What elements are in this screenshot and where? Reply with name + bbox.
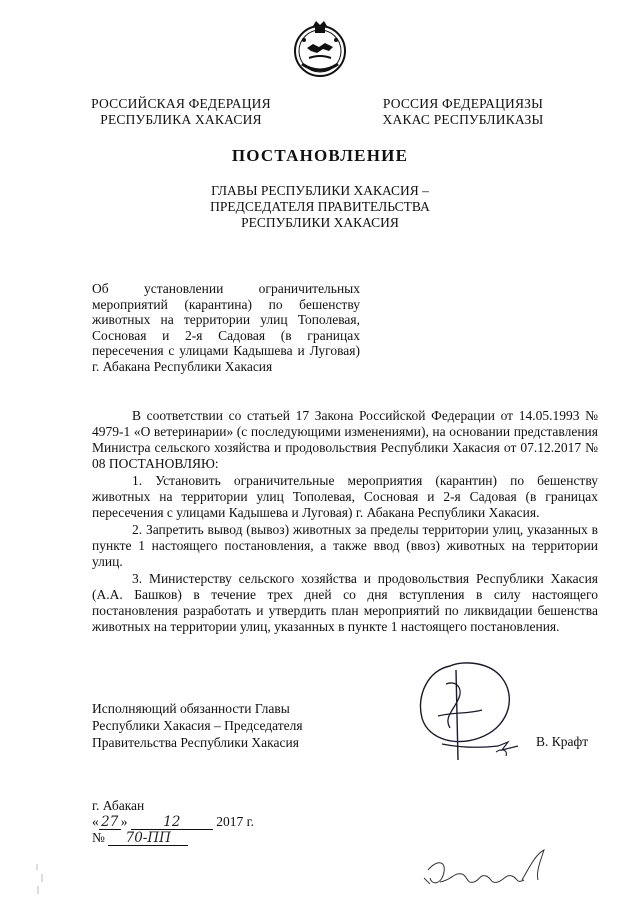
document-subtitle <box>150 183 490 231</box>
subtitle-line-3: РЕСПУБЛИКИ ХАКАСИЯ <box>241 215 399 230</box>
date-close-quote: » <box>120 814 128 829</box>
signatory-title-line-3: Правительства Республики Хакасия <box>92 735 299 750</box>
scan-artifact-marks <box>34 862 48 896</box>
subtitle-line-2: ПРЕДСЕДАТЕЛЯ ПРАВИТЕЛЬСТВА <box>210 199 430 214</box>
signatory-title-line-1: Исполняющий обязанности Главы <box>92 701 290 716</box>
footer-city: г. Абакан <box>92 798 145 813</box>
date-year: 2017 г. <box>216 814 255 829</box>
signatory-title-line-2: Республики Хакасия – Председателя <box>92 718 303 733</box>
document-topic: Об установлении ограничительных мероприятий (карантина) по бешенству животных на территории улиц Тополевая, Сосновая и 2-я Садовая (в границах пересечения с улицами Кадышева и Луговая) г. Абакана Республики Хакасия <box>92 281 360 374</box>
document-type-title: ПОСТАНОВЛЕНИЕ <box>231 146 409 165</box>
number-prefix: № <box>92 830 105 845</box>
signatory-name: В. Крафт <box>536 734 589 749</box>
header-left-line-1: РОССИЙСКАЯ ФЕДЕРАЦИЯ <box>91 96 271 111</box>
date-open-quote: « <box>92 814 99 829</box>
preamble-paragraph: В соответствии со статьей 17 Закона Российской Федерации от 14.05.1993 № 4979-1 «О ветеринарии» (с последующими изменениями), на основании представления Министра сельского хозяйства и продовольствия Республики Хакасия от 07.12.2017 № 08 ПОСТАНОВЛЯЮ: <box>92 408 598 471</box>
coat-of-arms-emblem <box>289 18 351 80</box>
header-left-line-2: РЕСПУБЛИКА ХАКАСИЯ <box>100 112 262 127</box>
footer-number <box>92 830 254 846</box>
date-day: 27 <box>99 816 121 830</box>
item-paragraph-1: 1. Установить ограничительные мероприятия (карантин) по бешенству животных на территории улиц Тополевая, Сосновая и 2-я Садовая (в границах пересечения с улицами Кадышева и Луговая) г. Абакана Республики Хакасия. <box>92 473 598 520</box>
document-number: 70-ПП <box>108 832 188 846</box>
subtitle-line-1: ГЛАВЫ РЕСПУБЛИКИ ХАКАСИЯ – <box>211 183 429 198</box>
footer-date <box>92 814 254 830</box>
header-right-line-1: РОССИЯ ФЕДЕРАЦИЯЗЫ <box>382 96 544 111</box>
header-left <box>86 96 276 128</box>
document-body <box>92 408 598 636</box>
header-right-line-2: ХАКАС РЕСПУБЛИКАЗЫ <box>382 112 544 127</box>
approval-signature <box>422 846 552 894</box>
item-paragraph-3: 3. Министерству сельского хозяйства и продовольствия Республики Хакасия (А.А. Башков) в течение трех дней со дня вступления в силу настоящего постановления разработать и утвердить план мероприятий по ликвидации бешенства животных на территории улиц, указанных в пункте 1 настоящего постановления. <box>92 571 598 634</box>
document-footer <box>92 798 254 846</box>
item-paragraph-2: 2. Запретить вывод (вывоз) животных за пределы территории улиц, указанных в пункте 1 настоящего постановления, а также ввод (ввоз) животных на территории улиц. <box>92 522 598 569</box>
handwritten-signature <box>398 656 548 764</box>
header-right <box>374 96 552 128</box>
signatory-title <box>92 700 352 751</box>
date-month: 12 <box>131 816 213 830</box>
